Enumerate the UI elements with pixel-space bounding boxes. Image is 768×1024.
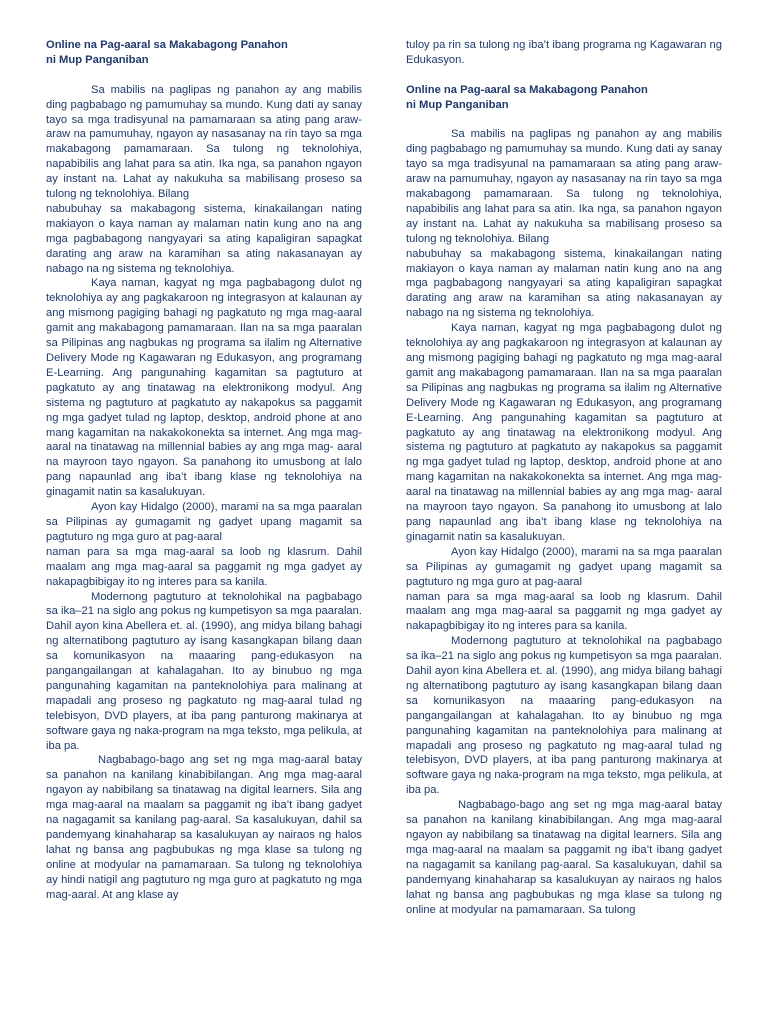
paragraph-3-repeat: Ayon kay Hidalgo (2000), marami na sa mga paaralan sa Pilipinas ay gumagamit ng gadyet upang magamit sa pagtuturo ng mga guro at pag-aaral <box>406 545 722 588</box>
paragraph-5: Nagbabago-bago ang set ng mga mag-aaral batay sa panahon na kanilang kinabibilangan. Ang mga mag-aaral ngayon ay nabibilang sa tinatawag na digital learners. Sila ang mga mag-aaral na maalam sa paggamit ng iba’t ibang gadyet na nagagamit sa kanilang pag-aaral. Sa kasalukuyan, dahil sa pandemyang kinahaharap sa kasalukuyan ay nairaos ng halos lahat ng bansa ang pagbubukas ng mga klase sa tulong ng online at modyular na pamamaraan. Sa tulong ng teknolohiya ay hindi natigil ang pagtuturo ng mga guro at pagkatuto ng mga mag-aaral. At ang klase ay <box>46 754 362 901</box>
left-column <box>46 38 362 903</box>
paragraph-3-continued-repeat: naman para sa mga mag-aaral sa loob ng klasrum. Dahil maalam ang mga mag-aaral sa paggamit ng mga gadyet ay nakapagbibigay ito ng interes para sa kanila. <box>406 590 722 633</box>
paragraph-1-repeat: Sa mabilis na paglipas ng panahon ay ang mabilis ding pagbabago ng pamumuhay sa mundo. Kung dati ay sanay tayo sa mga tradisyunal na pamamaraan sa ating pang araw-araw na pamumuhay, ngayon ay nasasanay na rin tayo sa mga makabagong pamamaraan. Sa tulong ng teknolohiya, napabibilis ang lahat para sa atin. Ika nga, sa panahon ngayon ay instant na. Lahat ay nakukuha sa mabilisang proseso sa tulong ng teknolohiya. Bilang <box>406 128 722 245</box>
paragraph-2: Kaya naman, kagyat ng mga pagbabagong dulot ng teknolohiya ay ang pagkakaroon ng integrasyon at kalaunan ay ang mismong pagiging bahagi ng pagkatuto ng mga mag-aaral gamit ang makabagong pamamaraan. Ilan na sa mga paaralan sa Pilipinas ang nagbukas ng programa sa ilalim ng Alternative Delivery Mode ng Kagawaran ng Edukasyon, ang programang E-Learning. Ang pangunahing kagamitan sa pagtuturo at pagkatuto ay ang tinatawag na elektronikong modyul. Ang sistema ng pagtuturo at pagkatuto ay nakapokus sa paggamit ng mga gadyet tulad ng laptop, desktop, android phone at ano mang kagamitan na nakakokonekta sa internet. Ang mga mag-aaral na tinatawag na millennial babies ay ang mga mag- aaral na mayroon tayo ngayon. Sa panahong ito umusbong at lalo pang napaunlad ang iba’t ibang klase ng teknolohiya na ginagamit natin sa kasalukuyan. <box>46 277 362 499</box>
article-title: Online na Pag-aaral sa Makabagong Panahon <box>46 39 288 51</box>
paragraph-2-repeat: Kaya naman, kagyat ng mga pagbabagong dulot ng teknolohiya ay ang pagkakaroon ng integrasyon at kalaunan ay ang mismong pagiging bahagi ng pagkatuto ng mga mag-aaral gamit ang makabagong pamamaraan. Ilan na sa mga paaralan sa Pilipinas ang nagbukas ng programa sa ilalim ng Alternative Delivery Mode ng Kagawaran ng Edukasyon, ang programang E-Learning. Ang pangunahing kagamitan sa pagtuturo at pagkatuto ay ang tinatawag na elektronikong modyul. Ang sistema ng pagtuturo at pagkatuto ay nakapokus sa paggamit ng mga gadyet tulad ng laptop, desktop, android phone at ano mang kagamitan na nakakokonekta sa internet. Ang mga mag-aaral na tinatawag na millennial babies ay ang mga mag- aaral na mayroon tayo ngayon. Sa panahong ito umusbong at lalo pang napaunlad ang iba’t ibang klase ng teknolohiya na ginagamit natin sa kasalukuyan. <box>406 322 722 543</box>
paragraph-1: Sa mabilis na paglipas ng panahon ay ang mabilis ding pagbabago ng pamumuhay sa mundo. Kung dati ay sanay tayo sa mga tradisyunal na pamamaraan sa ating pang araw-araw na pamumuhay, ngayon ay nasasanay na rin tayo sa mga makabagong pamamaraan. Sa tulong ng teknolohiya, napabibilis ang lahat para sa atin. Ika nga, sa panahon ngayon ay instant na. Lahat ay nakukuha sa mabilisang proseso sa tulong ng teknolohiya. Bilang <box>46 83 362 201</box>
paragraph-3: Ayon kay Hidalgo (2000), marami na sa mga paaralan sa Pilipinas ay gumagamit ng gadyet upang magamit sa pagtuturo ng mga guro at pag-aaral <box>46 501 362 543</box>
right-column <box>406 38 722 917</box>
article-author-repeat: ni Mup Panganiban <box>406 98 509 111</box>
paragraph-4-repeat: Modernong pagtuturo at teknolohikal na pagbabago sa ika–21 na siglo ang pokus ng kumpetisyon sa mga paaralan. Dahil ayon kina Abellera et. al. (1990), ang midya bilang bahagi ng alternatibong pagtuturo ay isang kasangkapan bilang daan sa komunikasyon na maaaring pang-edukasyon na pangangailangan at kahalagahan. Ito ay binubuo ng mga pangunahing kagamitan na panteknolohiya para malinang at mapadali ang proseso ng pagkatuto ng mag-aaral tulad ng telebisyon, DVD players, at iba pang panturong makinarya at software gaya ng naka-program na mga teksto, mga pelikula, at iba pa. <box>406 635 722 797</box>
article-title-repeat: Online na Pag-aaral sa Makabagong Panahon <box>406 83 648 96</box>
paragraph-5-continuation: tuloy pa rin sa tulong ng iba’t ibang programa ng Kagawaran ng Edukasyon. <box>406 39 722 66</box>
article-author: ni Mup Panganiban <box>46 53 149 66</box>
paragraph-5-repeat: Nagbabago-bago ang set ng mga mag-aaral batay sa panahon na kanilang kinabibilangan. Ang mga mag-aaral ngayon ay nabibilang sa tinatawag na digital learners. Sila ang mga mag-aaral na maalam sa paggamit ng iba’t ibang gadyet na nagagamit sa kanilang pag-aaral. Sa kasalukuyan, dahil sa pandemyang kinahaharap sa kasalukuyan ay nairaos ng halos lahat ng bansa ang pagbubukas ng mga klase sa tulong ng online at modyular na pamamaraan. Sa tulong <box>406 799 722 916</box>
paragraph-1-continued: nabubuhay sa makabagong sistema, kinakailangan nating makiayon o kaya naman ay malaman natin kung ano na ang mga pagbabagong nangyayari sa ating kapaligiran sapagkat darating ang araw na karamihan sa ating nakasanayan ay nabago na ng sistema ng teknolohiya. <box>46 202 362 275</box>
article-title-block <box>46 38 362 68</box>
paragraph-4: Modernong pagtuturo at teknolohikal na pagbabago sa ika–21 na siglo ang pokus ng kumpetisyon sa mga paaralan. Dahil ayon kina Abellera et. al. (1990), ang midya bilang bahagi ng alternatibong pagtuturo ay isang kasangkapan bilang daan sa komunikasyon na maaaring pang-edukasyon na pangangailangan at kahalagahan. Ito ay binubuo ng mga pangunahing kagamitan na panteknolohiya para malinang at mapadali ang proseso ng pagkatuto ng mag-aaral tulad ng telebisyon, DVD players, at iba pang panturong makinarya at software gaya ng naka-program na mga teksto, mga pelikula, at iba pa. <box>46 590 362 752</box>
article-title-block-repeat <box>406 83 722 113</box>
paragraph-1-continued-repeat: nabubuhay sa makabagong sistema, kinakailangan nating makiayon o kaya naman ay malaman natin kung ano na ang mga pagbabagong nangyayari sa ating kapaligiran sapagkat darating ang araw na karamihan sa ating nakasanayan ay nabago na ng sistema ng teknolohiya. <box>406 247 722 320</box>
paragraph-3-continued: naman para sa mga mag-aaral sa loob ng klasrum. Dahil maalam ang mga mag-aaral sa paggamit ng mga gadyet ay nakapagbibigay ito ng interes para sa kanila. <box>46 545 362 588</box>
